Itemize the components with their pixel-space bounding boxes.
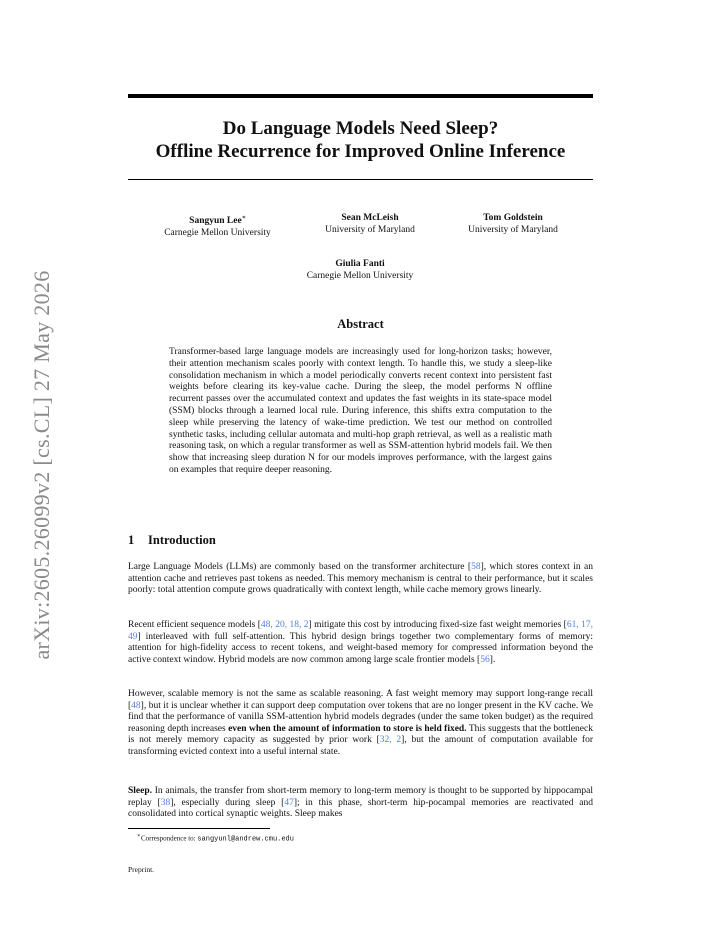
- author-name: Giulia Fanti: [335, 259, 385, 269]
- paragraph-lead: Sleep.: [128, 786, 153, 796]
- preprint-label: Preprint.: [128, 865, 155, 874]
- intro-paragraph-4: Sleep. In animals, the transfer from short-term memory to long-term memory is thought to be supported by hippocampal replay [38], especially during sleep [47]; in this phase, short-term hip-pocampal memories are reactivated and consolidated into cortical synaptic weights. Sleep makes: [128, 786, 593, 820]
- citation-link[interactable]: 38: [160, 797, 171, 808]
- author-affiliation: University of Maryland: [468, 225, 558, 235]
- citation-link[interactable]: 61, 17, 49: [128, 620, 593, 642]
- intro-paragraph-1: Large Language Models (LLMs) are commonly based on the transformer architecture [58], which stores context in an attention cache and retrieves past tokens as needed. This memory mechanism is central to their performance, but it scales poorly: total attention compute grows quadratically with context length, while cache memory grows linearly.: [128, 562, 593, 596]
- title-top-rule: [128, 94, 593, 98]
- author-footnote-mark: ∗: [241, 215, 246, 221]
- author-name: Tom Goldstein: [483, 213, 543, 223]
- footnote: ∗Correspondence to: sangyunl@andrew.cmu.edu: [137, 833, 294, 844]
- footnote-rule: [128, 828, 270, 829]
- section-heading: [128, 533, 216, 548]
- author-name: Sangyun Lee∗: [189, 215, 246, 227]
- section-title: Introduction: [148, 533, 216, 547]
- author-block: [290, 258, 430, 282]
- author-affiliation: University of Maryland: [325, 225, 415, 235]
- section-number: 1: [128, 533, 135, 547]
- arxiv-identifier: arXiv:2605.26099v2 [cs.CL] 27 May 2026: [29, 270, 54, 660]
- title-line-1: Do Language Models Need Sleep?: [222, 118, 499, 139]
- abstract-text: Transformer-based large language models are increasingly used for long-horizon tasks; however, their attention mechanism scales poorly with context length. To handle this, we study a sleep-like consolidation mechanism in which a model periodically converts recent context into persistent fast weights before clearing its key-value cache. During the sleep, the model performs N offline recurrent passes over the accumulated context and updates the fast weights in its state-space model (SSM) blocks through a learned local rule. During inference, this shifts extra computation to the sleep while preserving the latency of wake-time prediction. We test our method on controlled synthetic tasks, including cellular automata and multi-hop graph retrieval, as well as a realistic math reasoning task, on which a regular transformer as well as SSM-attention hybrid models fail. We then show that increasing sleep duration N for our models improves performance, with the largest gains on examples that require deeper reasoning.: [169, 347, 552, 475]
- title-line-2: Offline Recurrence for Improved Online Inference: [155, 141, 566, 162]
- author-affiliation: Carnegie Mellon University: [306, 271, 414, 281]
- citation-link[interactable]: 48: [131, 700, 141, 711]
- author-affiliation: Carnegie Mellon University: [164, 228, 271, 239]
- author-block: [150, 212, 285, 239]
- citation-link[interactable]: 32, 2: [379, 735, 402, 746]
- title-bottom-rule: [128, 179, 593, 180]
- footnote-mark: ∗: [137, 833, 141, 839]
- abstract-heading: Abstract: [337, 317, 384, 331]
- citation-link[interactable]: 48, 20, 18, 2: [260, 620, 309, 630]
- paper-title: [128, 117, 593, 163]
- citation-link[interactable]: 47: [284, 797, 294, 808]
- author-block: [447, 212, 579, 236]
- intro-paragraph-3: However, scalable memory is not the same as scalable reasoning. A fast weight memory may support long-range recall [48], but it is unclear whether it can support deep computation over tokens that are no longer present in the KV cache. We find that the performance of vanilla SSM-attention hybrid models degrades (under the same token budget) as the required reasoning depth increases even when the amount of information to store is held fixed. This suggests that the bottleneck is not merely memory capacity as suggested by prior work [32, 2], but the amount of computation available for transforming evicted context into a useful internal state.: [128, 689, 594, 757]
- intro-paragraph-2: Recent efficient sequence models [48, 20, 18, 2] mitigate this cost by introducing fixed-size fast weight memories [61, 17, 49] interleaved with full self-attention. This hybrid design brings together two complementary forms of memory: attention for high-fidelity access to recent tokens, and weight-based memory for compressed information beyond the active context window. Hybrid models are now common among large scale frontier models [56].: [128, 620, 593, 665]
- citation-link[interactable]: 58: [471, 562, 481, 572]
- emphasis-text: even when the amount of information to store is held fixed.: [228, 723, 467, 734]
- author-block: [305, 212, 435, 236]
- author-name: Sean McLeish: [341, 213, 399, 223]
- citation-link[interactable]: 56: [480, 654, 490, 665]
- correspondence-email[interactable]: sangyunl@andrew.cmu.edu: [197, 835, 294, 844]
